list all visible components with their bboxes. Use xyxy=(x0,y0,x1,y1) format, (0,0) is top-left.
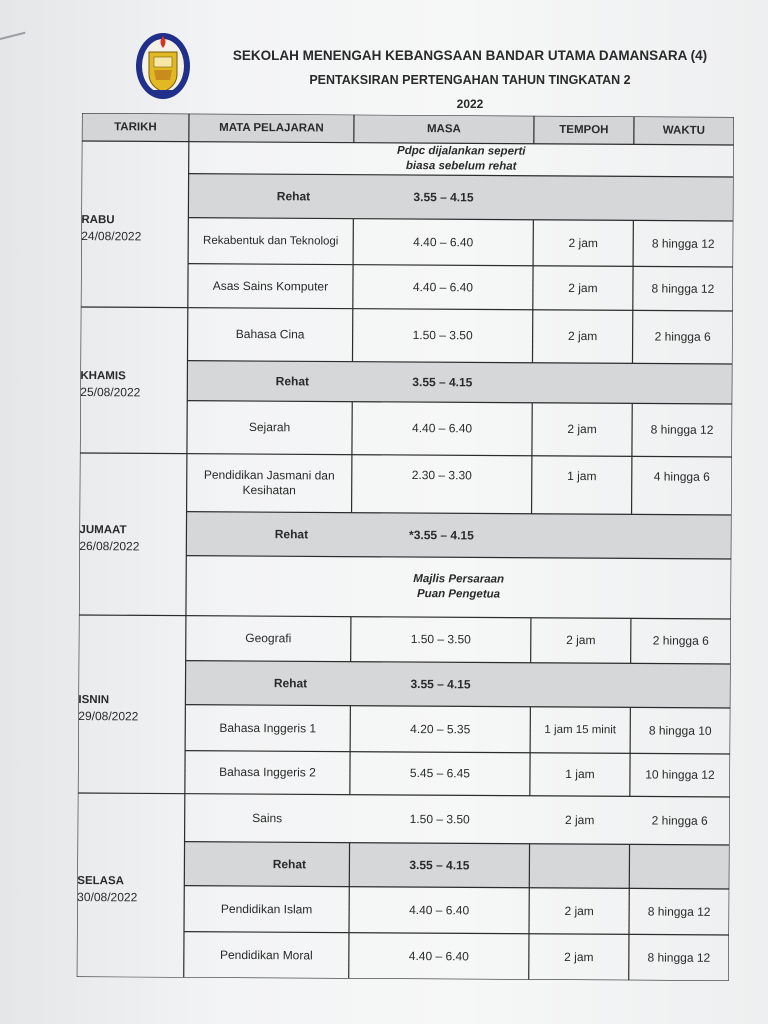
column-header-waktu: WAKTU xyxy=(662,124,706,137)
rehat-label: Rehat xyxy=(274,526,309,541)
waktu-cell: 8 hingga 10 xyxy=(648,722,712,738)
date-cell-jumaat xyxy=(79,453,187,620)
masa-cell: 4.40 – 6.40 xyxy=(412,279,474,294)
tempoh-cell: 2 jam xyxy=(564,903,594,918)
assessment-title: PENTAKSIRAN PERTENGAHAN TAHUN TINGKATAN 2 xyxy=(309,73,631,87)
subject-line: Pendidikan Jasmani dan xyxy=(203,467,335,483)
subject-line: Kesihatan xyxy=(242,482,296,498)
paper-fold-mark xyxy=(0,32,25,40)
majlis-note xyxy=(186,556,731,619)
assessment-year: 2022 xyxy=(456,97,484,111)
pdpc-note-line: biasa sebelum rehat xyxy=(405,159,517,173)
tempoh-cell: 2 jam xyxy=(566,632,596,648)
subject-cell: Pendidikan Islam xyxy=(220,901,313,916)
tempoh-cell: 2 jam xyxy=(567,421,597,437)
subject-cell: Geografi xyxy=(245,631,292,646)
subject-cell: Pendidikan Moral xyxy=(219,947,313,962)
school-crest-icon xyxy=(134,30,192,102)
majlis-note-line: Majlis Persaraan xyxy=(413,573,505,586)
masa-cell: 1.50 – 3.50 xyxy=(410,632,471,647)
day-name: KHAMIS xyxy=(80,369,126,383)
pdpc-note xyxy=(189,142,734,177)
waktu-cell: 10 hingga 12 xyxy=(645,767,715,782)
tempoh-cell: 2 jam xyxy=(564,949,594,964)
column-header-tempoh: TEMPOH xyxy=(559,123,609,136)
masa-cell: 4.40 – 6.40 xyxy=(408,948,469,963)
waktu-cell: 2 hingga 6 xyxy=(652,633,709,648)
tempoh-cell: 2 jam xyxy=(568,235,598,250)
day-date: 24/08/2022 xyxy=(81,228,142,244)
day-date: 29/08/2022 xyxy=(78,708,139,724)
waktu-cell: 8 hingga 12 xyxy=(651,280,715,296)
tempoh-cell: 2 jam xyxy=(564,812,595,827)
column-header-masa: MASA xyxy=(426,122,461,135)
rehat-label: Rehat xyxy=(273,675,308,690)
day-date: 25/08/2022 xyxy=(80,384,141,400)
waktu-cell: 8 hingga 12 xyxy=(651,235,715,251)
date-cell-rabu xyxy=(81,141,189,312)
date-cell-isnin xyxy=(78,615,186,798)
rehat-time: 3.55 – 4.15 xyxy=(412,374,473,389)
waktu-cell: 8 hingga 12 xyxy=(647,903,711,919)
waktu-cell: 2 hingga 6 xyxy=(651,812,708,828)
day-date: 26/08/2022 xyxy=(79,538,140,554)
tempoh-cell: 1 jam xyxy=(567,468,597,483)
date-cell-khamis xyxy=(80,307,188,458)
masa-cell: 4.40 – 6.40 xyxy=(412,421,473,436)
masa-cell: 2.30 – 3.30 xyxy=(411,467,472,482)
pdpc-note-line: Pdpc dijalankan seperti xyxy=(397,144,526,158)
subject-cell: Bahasa Inggeris 2 xyxy=(219,764,316,780)
day-name: RABU xyxy=(81,213,115,227)
subject-cell: Sejarah xyxy=(248,420,291,435)
rehat-label: Rehat xyxy=(275,373,310,388)
masa-cell: 1.50 – 3.50 xyxy=(409,811,470,826)
masa-cell: 5.45 – 6.45 xyxy=(409,766,471,781)
subject-cell: Asas Sains Komputer xyxy=(212,278,329,294)
subject-cell xyxy=(187,454,352,513)
column-header-subject: MATA PELAJARAN xyxy=(219,121,324,134)
rehat-time: *3.55 – 4.15 xyxy=(409,527,474,542)
waktu-cell: 2 hingga 6 xyxy=(654,329,711,344)
waktu-cell: 4 hingga 6 xyxy=(653,468,710,484)
rehat-label: Rehat xyxy=(272,856,307,871)
day-name: SELASA xyxy=(77,874,125,888)
subject-cell: Bahasa Cina xyxy=(235,326,305,342)
school-name: SEKOLAH MENENGAH KEBANGSAAN BANDAR UTAMA DAMANSARA (4) xyxy=(232,48,708,63)
masa-cell: 4.20 – 5.35 xyxy=(410,721,471,736)
day-name: ISNIN xyxy=(78,693,110,707)
majlis-note-line: Puan Pengetua xyxy=(416,588,501,601)
masa-cell: 4.40 – 6.40 xyxy=(413,234,474,249)
rehat-time: 3.55 – 4.15 xyxy=(409,857,470,872)
masa-cell: 1.50 – 3.50 xyxy=(412,328,473,343)
subject-cell: Sains xyxy=(252,810,283,825)
date-cell-selasa xyxy=(77,793,185,982)
waktu-cell: 8 hingga 12 xyxy=(647,949,711,965)
masa-cell: 4.40 – 6.40 xyxy=(409,902,470,917)
tempoh-cell: 1 jam xyxy=(565,766,595,782)
subject-cell: Rekabentuk dan Teknologi xyxy=(203,234,339,248)
tempoh-cell: 2 jam xyxy=(567,328,598,344)
subject-cell: Bahasa Inggeris 1 xyxy=(219,720,317,735)
waktu-cell: 8 hingga 12 xyxy=(650,422,714,437)
day-date: 30/08/2022 xyxy=(77,889,138,905)
rehat-label: Rehat xyxy=(276,188,311,203)
tempoh-cell: 1 jam 15 minit xyxy=(544,723,617,736)
rehat-time: 3.55 – 4.15 xyxy=(410,676,471,691)
column-header-tarikh: TARIKH xyxy=(114,120,157,133)
rehat-time: 3.55 – 4.15 xyxy=(413,189,474,204)
tempoh-cell: 2 jam xyxy=(568,280,598,295)
day-name: JUMAAT xyxy=(79,523,127,537)
exam-schedule-table xyxy=(77,113,734,981)
